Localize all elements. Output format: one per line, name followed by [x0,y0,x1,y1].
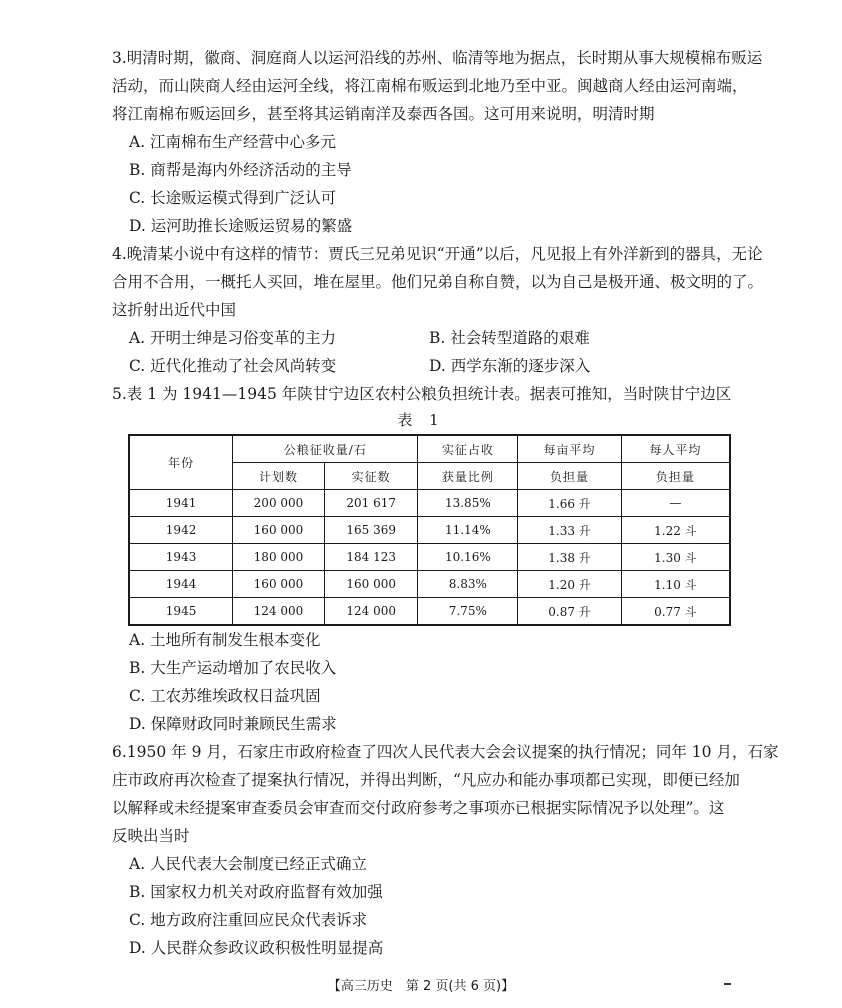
table-cell: 0.77 斗 [621,598,730,626]
table-cell: 1944 [129,571,233,598]
question-3 [112,44,763,240]
table-cell: 0.87 升 [518,598,622,626]
table-cell: 1.30 斗 [621,544,730,571]
table-cell: 1.66 升 [518,490,622,517]
table-cell: 124 000 [324,598,418,626]
table-cell: 160 000 [233,517,325,544]
question-stem-line: 庄市政府再次检查了提案执行情况，并得出判断，“凡应办和能办事项都已实现，即便已经加 [112,771,740,789]
option-a: A. 江南棉布生产经营中心多元 [129,133,337,151]
question-stem-line: 4.晚清某小说中有这样的情节：贾氏三兄弟见识“开通”以后，凡见报上有外洋新到的器具，无论 [112,245,763,263]
table-cell: 1.38 升 [518,544,622,571]
question-stem-line: 6.1950 年 9 月，石家庄市政府检查了四次人民代表大会会议提案的执行情况；同年 10 月，石家 [112,743,779,761]
question-stem-line: 3.明清时期，徽商、洞庭商人以运河沿线的苏州、临清等地为据点，长时期从事大规模棉布贩运 [112,49,763,67]
question-5-options [112,626,737,738]
table-row [129,544,730,571]
question-stem-line: 反映出当时 [112,827,190,845]
header-per-person-line1: 每人平均 [649,442,702,457]
header-ratio-line1: 实征占收 [441,442,494,457]
header-per-person [621,435,730,463]
table-caption: 表 1 [397,411,445,429]
option-b: B. 社会转型道路的艰难 [429,329,590,347]
table-cell: 160 000 [324,571,418,598]
table-cell: 8.83% [418,571,518,598]
table-cell: 1942 [129,517,233,544]
table-cell: 184 123 [324,544,418,571]
header-per-mu-line2: 负担量 [518,463,622,490]
option-b: B. 大生产运动增加了农民收入 [129,659,337,677]
table-cell: 200 000 [233,490,325,517]
option-a: A. 人民代表大会制度已经正式确立 [129,855,368,873]
option-a: A. 土地所有制发生根本变化 [129,631,321,649]
grain-burden-table [128,434,731,626]
table-cell: 124 000 [233,598,325,626]
header-actual: 实征数 [324,463,418,490]
option-c: C. 长途贩运模式得到广泛认可 [129,189,337,207]
option-d: D. 人民群众参政议政积极性明显提高 [129,939,384,957]
page-footer: 【高三历史 第 2 页(共 6 页)】 [327,979,515,994]
table-cell: 1.33 升 [518,517,622,544]
option-d: D. 运河助推长途贩运贸易的繁盛 [129,217,353,235]
table-cell: 160 000 [233,571,325,598]
option-row [112,352,737,380]
option-c: C. 工农苏维埃政权日益巩固 [129,687,321,705]
header-grain-group: 公粮征收量/石 [233,435,418,463]
question-stem-line: 5.表 1 为 1941—1945 年陕甘宁边区农村公粮负担统计表。据表可推知，当时陕甘宁边区 [112,385,732,403]
header-year: 年份 [129,435,233,490]
table-cell: 7.75% [418,598,518,626]
table-cell: 1941 [129,490,233,517]
table-cell: 11.14% [418,517,518,544]
table-cell: 1.22 斗 [621,517,730,544]
question-stem-line: 这折射出近代中国 [112,301,237,319]
table-row [129,571,730,598]
header-per-mu-line1: 每亩平均 [543,442,596,457]
table-cell: 165 369 [324,517,418,544]
table-cell: — [621,490,730,517]
table-cell: 1943 [129,544,233,571]
table-row [129,490,730,517]
option-b: B. 商帮是海内外经济活动的主导 [129,161,352,179]
option-a: A. 开明士绅是习俗变革的主力 [129,329,337,347]
header-per-mu [518,435,622,463]
question-4 [112,240,764,380]
table-cell: 1945 [129,598,233,626]
question-stem-line: 以解释或未经提案审查委员会审查而交付政府参考之事项亦已根据实际情况予以处理”。这 [112,799,725,817]
table-cell: 13.85% [418,490,518,517]
option-d: D. 保障财政同时兼顾民生需求 [129,715,337,733]
corner-mark [724,983,731,985]
table-cell: 1.20 升 [518,571,622,598]
table-cell: 180 000 [233,544,325,571]
question-stem-line: 合用不合用，一概托人买回，堆在屋里。他们兄弟自称自赞，以为自己是极开通、极文明的了。 [112,273,764,291]
table-row [129,598,730,626]
option-row [112,324,737,352]
table-cell: 10.16% [418,544,518,571]
header-per-person-line2: 负担量 [621,463,730,490]
option-c: C. 地方政府注重回应民众代表诉求 [129,911,368,929]
question-6 [112,738,779,962]
question-stem-line: 将江南棉布贩运回乡，甚至将其运销南洋及泰西各国。这可用来说明，明清时期 [112,105,655,123]
table-row [129,517,730,544]
header-ratio-line2: 获量比例 [418,463,518,490]
header-planned: 计划数 [233,463,325,490]
question-5 [112,380,737,408]
option-b: B. 国家权力机关对政府监督有效加强 [129,883,383,901]
table-cell: 1.10 斗 [621,571,730,598]
table-cell: 201 617 [324,490,418,517]
question-stem-line: 活动，而山陕商人经由运河全线，将江南棉布贩运到北地乃至中亚。闽越商人经由运河南端， [112,77,748,95]
option-d: D. 西学东渐的逐步深入 [429,357,591,375]
header-ratio [418,435,518,463]
option-c: C. 近代化推动了社会风尚转变 [129,357,337,375]
